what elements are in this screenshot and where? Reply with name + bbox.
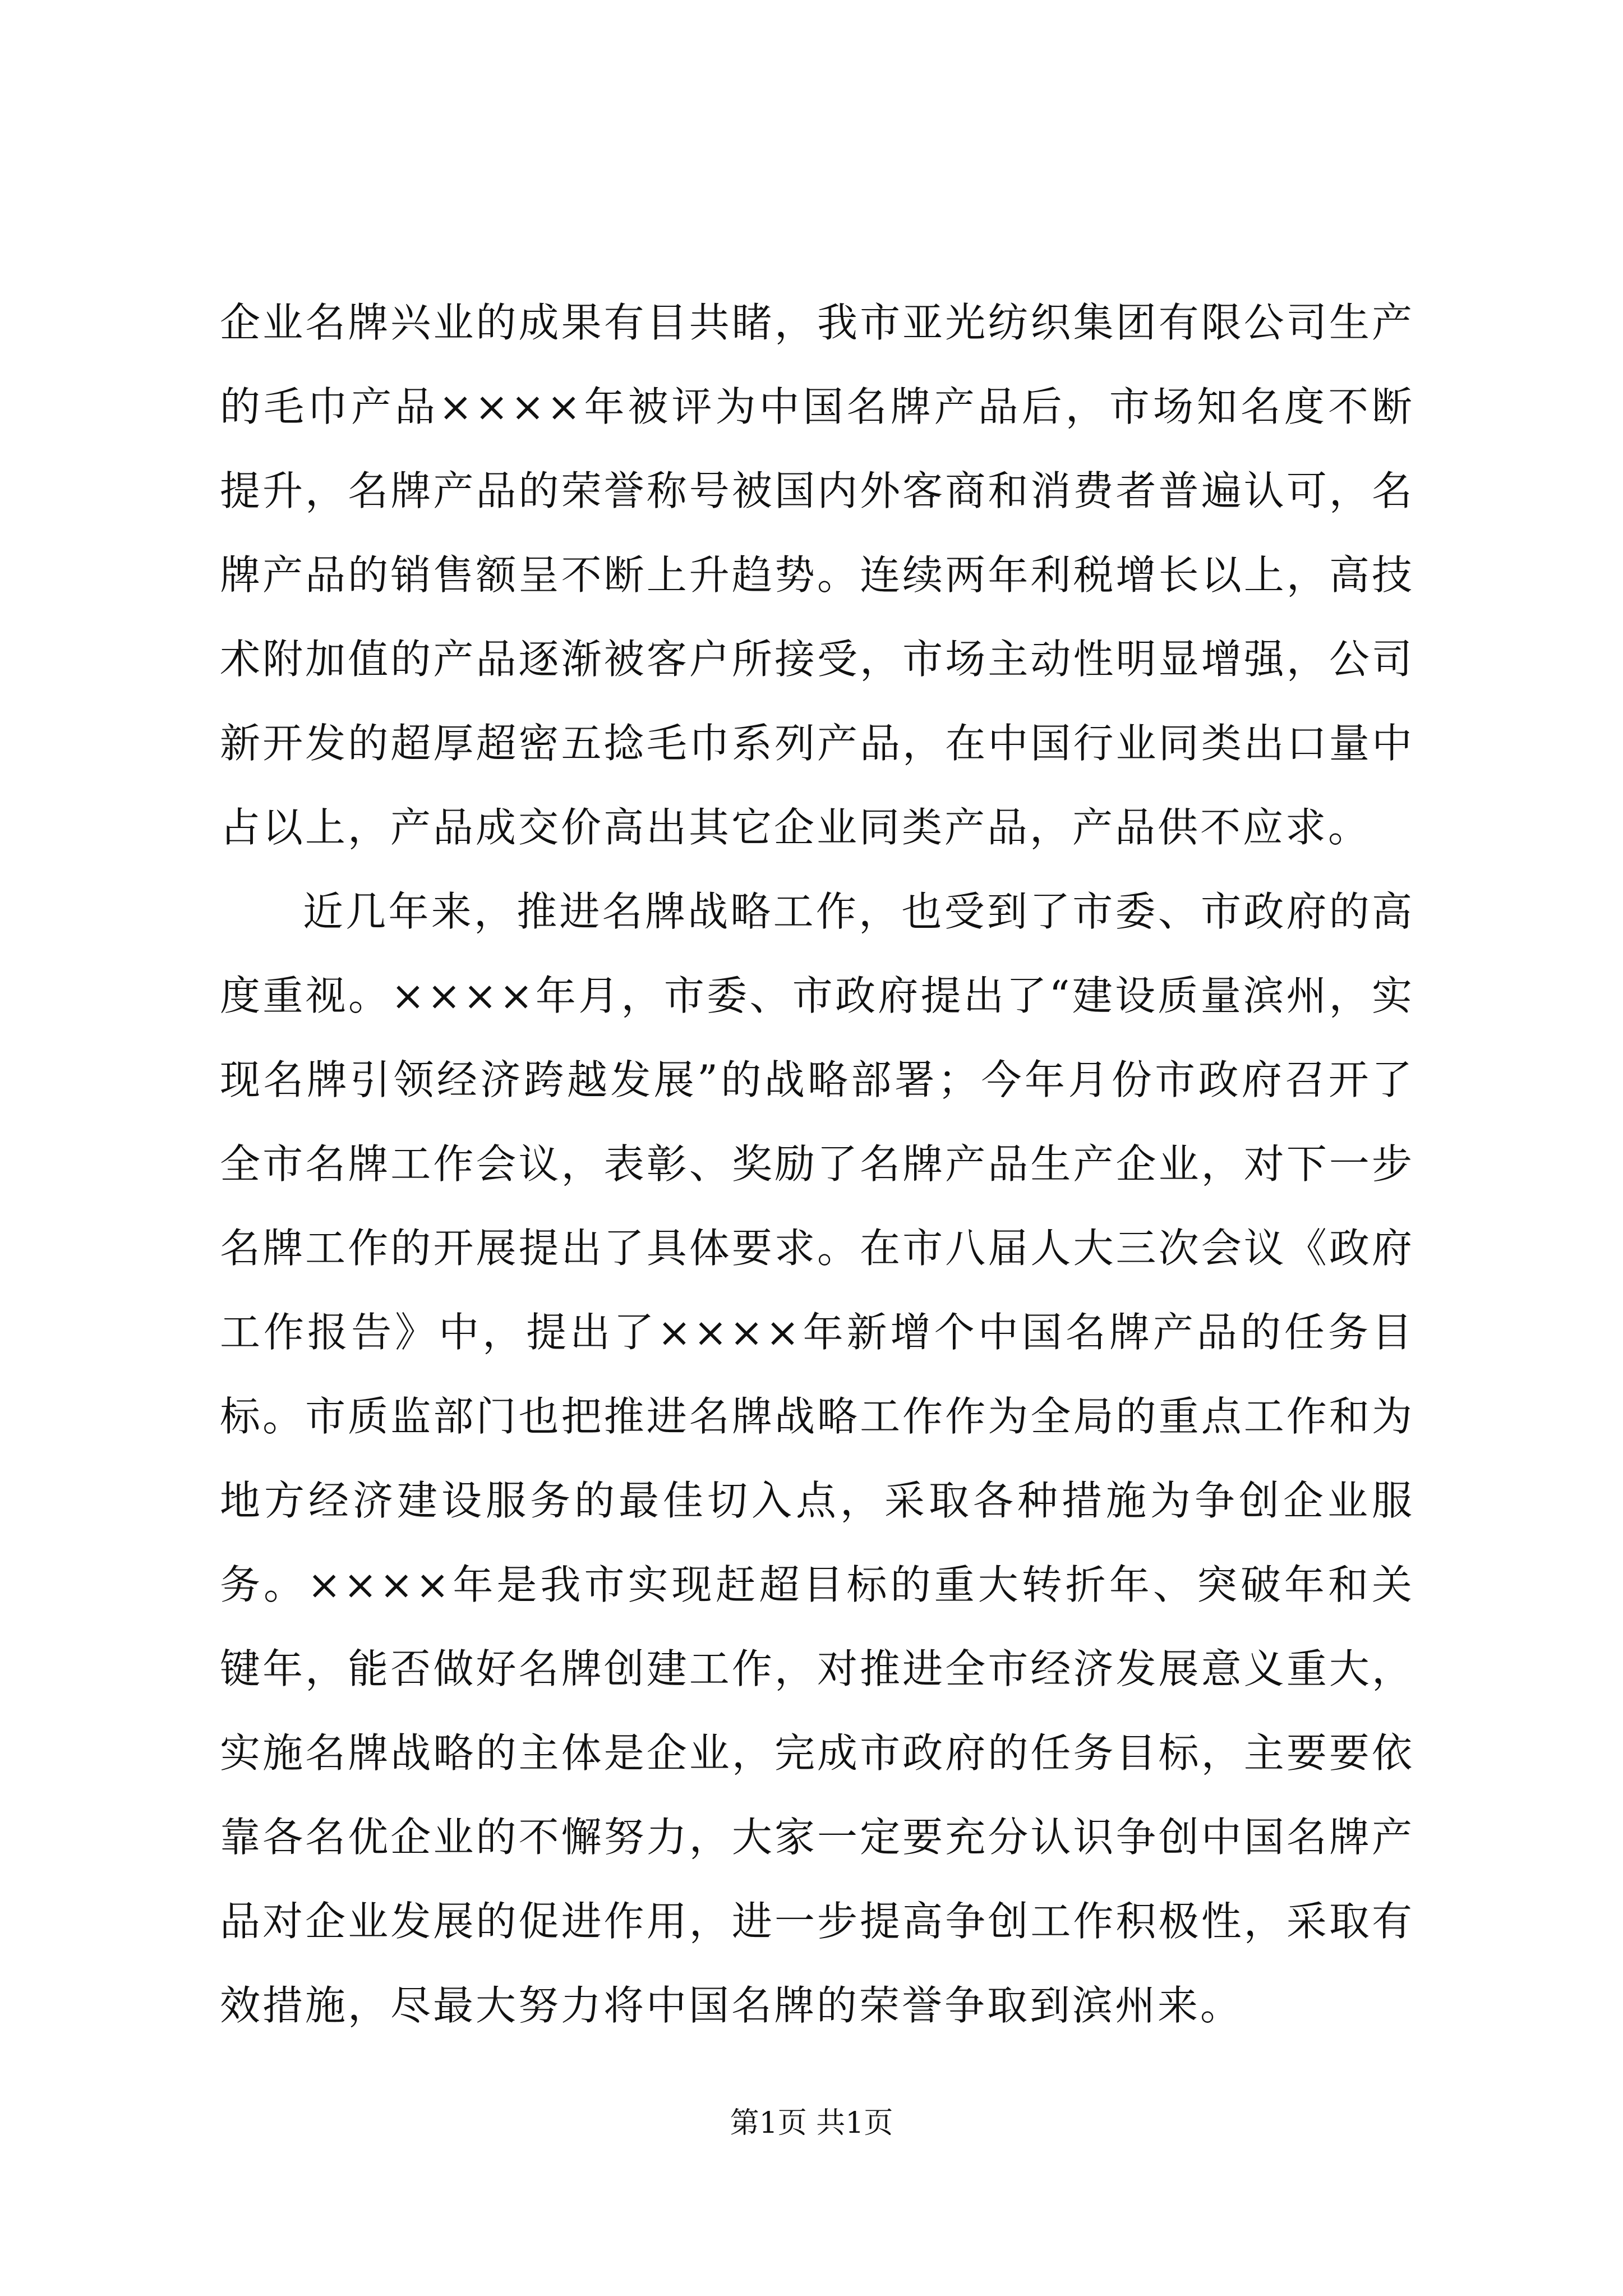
paragraph-2: 近几年来，推进名牌战略工作，也受到了市委、市政府的高度重视。××××年月，市委、市政府提出了“建设质量滨州，实现名牌引领经济跨越发展”的战略部署；今年月份市政府召开了全市名牌工作会议，表彰、奖励了名牌产品生产企业，对下一步名牌工作的开展提出了具体要求。在市八届人大三次会议《政府工作报告》中，提出了××××年新增个中国名牌产品的任务目标。市质监部门也把推进名牌战略工作作为全局的重点工作和为地方经济建设服务的最佳切入点，采取各种措施为争创企业服务。××××年是我市实现赶超目标的重大转折年、突破年和关键年，能否做好名牌创建工作，对推进全市经济发展意义重大，实施名牌战略的主体是企业，完成市政府的任务目标，主要要依靠各名优企业的不懈努力，大家一定要充分认识争创中国名牌产品对企业发展的促进作用，进一步提高争创工作积极性，采取有效措施，尽最大努力将中国名牌的荣誉争取到滨州来。	[220, 888, 1414, 2029]
page-footer: 第1页 共1页	[730, 2106, 893, 2140]
paragraph-1: 企业名牌兴业的成果有目共睹，我市亚光纺织集团有限公司生产的毛巾产品××××年被评为中国名牌产品后，市场知名度不断提升，名牌产品的荣誉称号被国内外客商和消费者普遍认可，名牌产品的销售额呈不断上升趋势。连续两年利税增长以上，高技术附加值的产品逐渐被客户所接受，市场主动性明显增强，公司新开发的超厚超密五捻毛巾系列产品，在中国行业同类出口量中占以上，产品成交价高出其它企业同类产品，产品供不应求。	[220, 299, 1414, 851]
document-body	[220, 280, 1414, 2047]
